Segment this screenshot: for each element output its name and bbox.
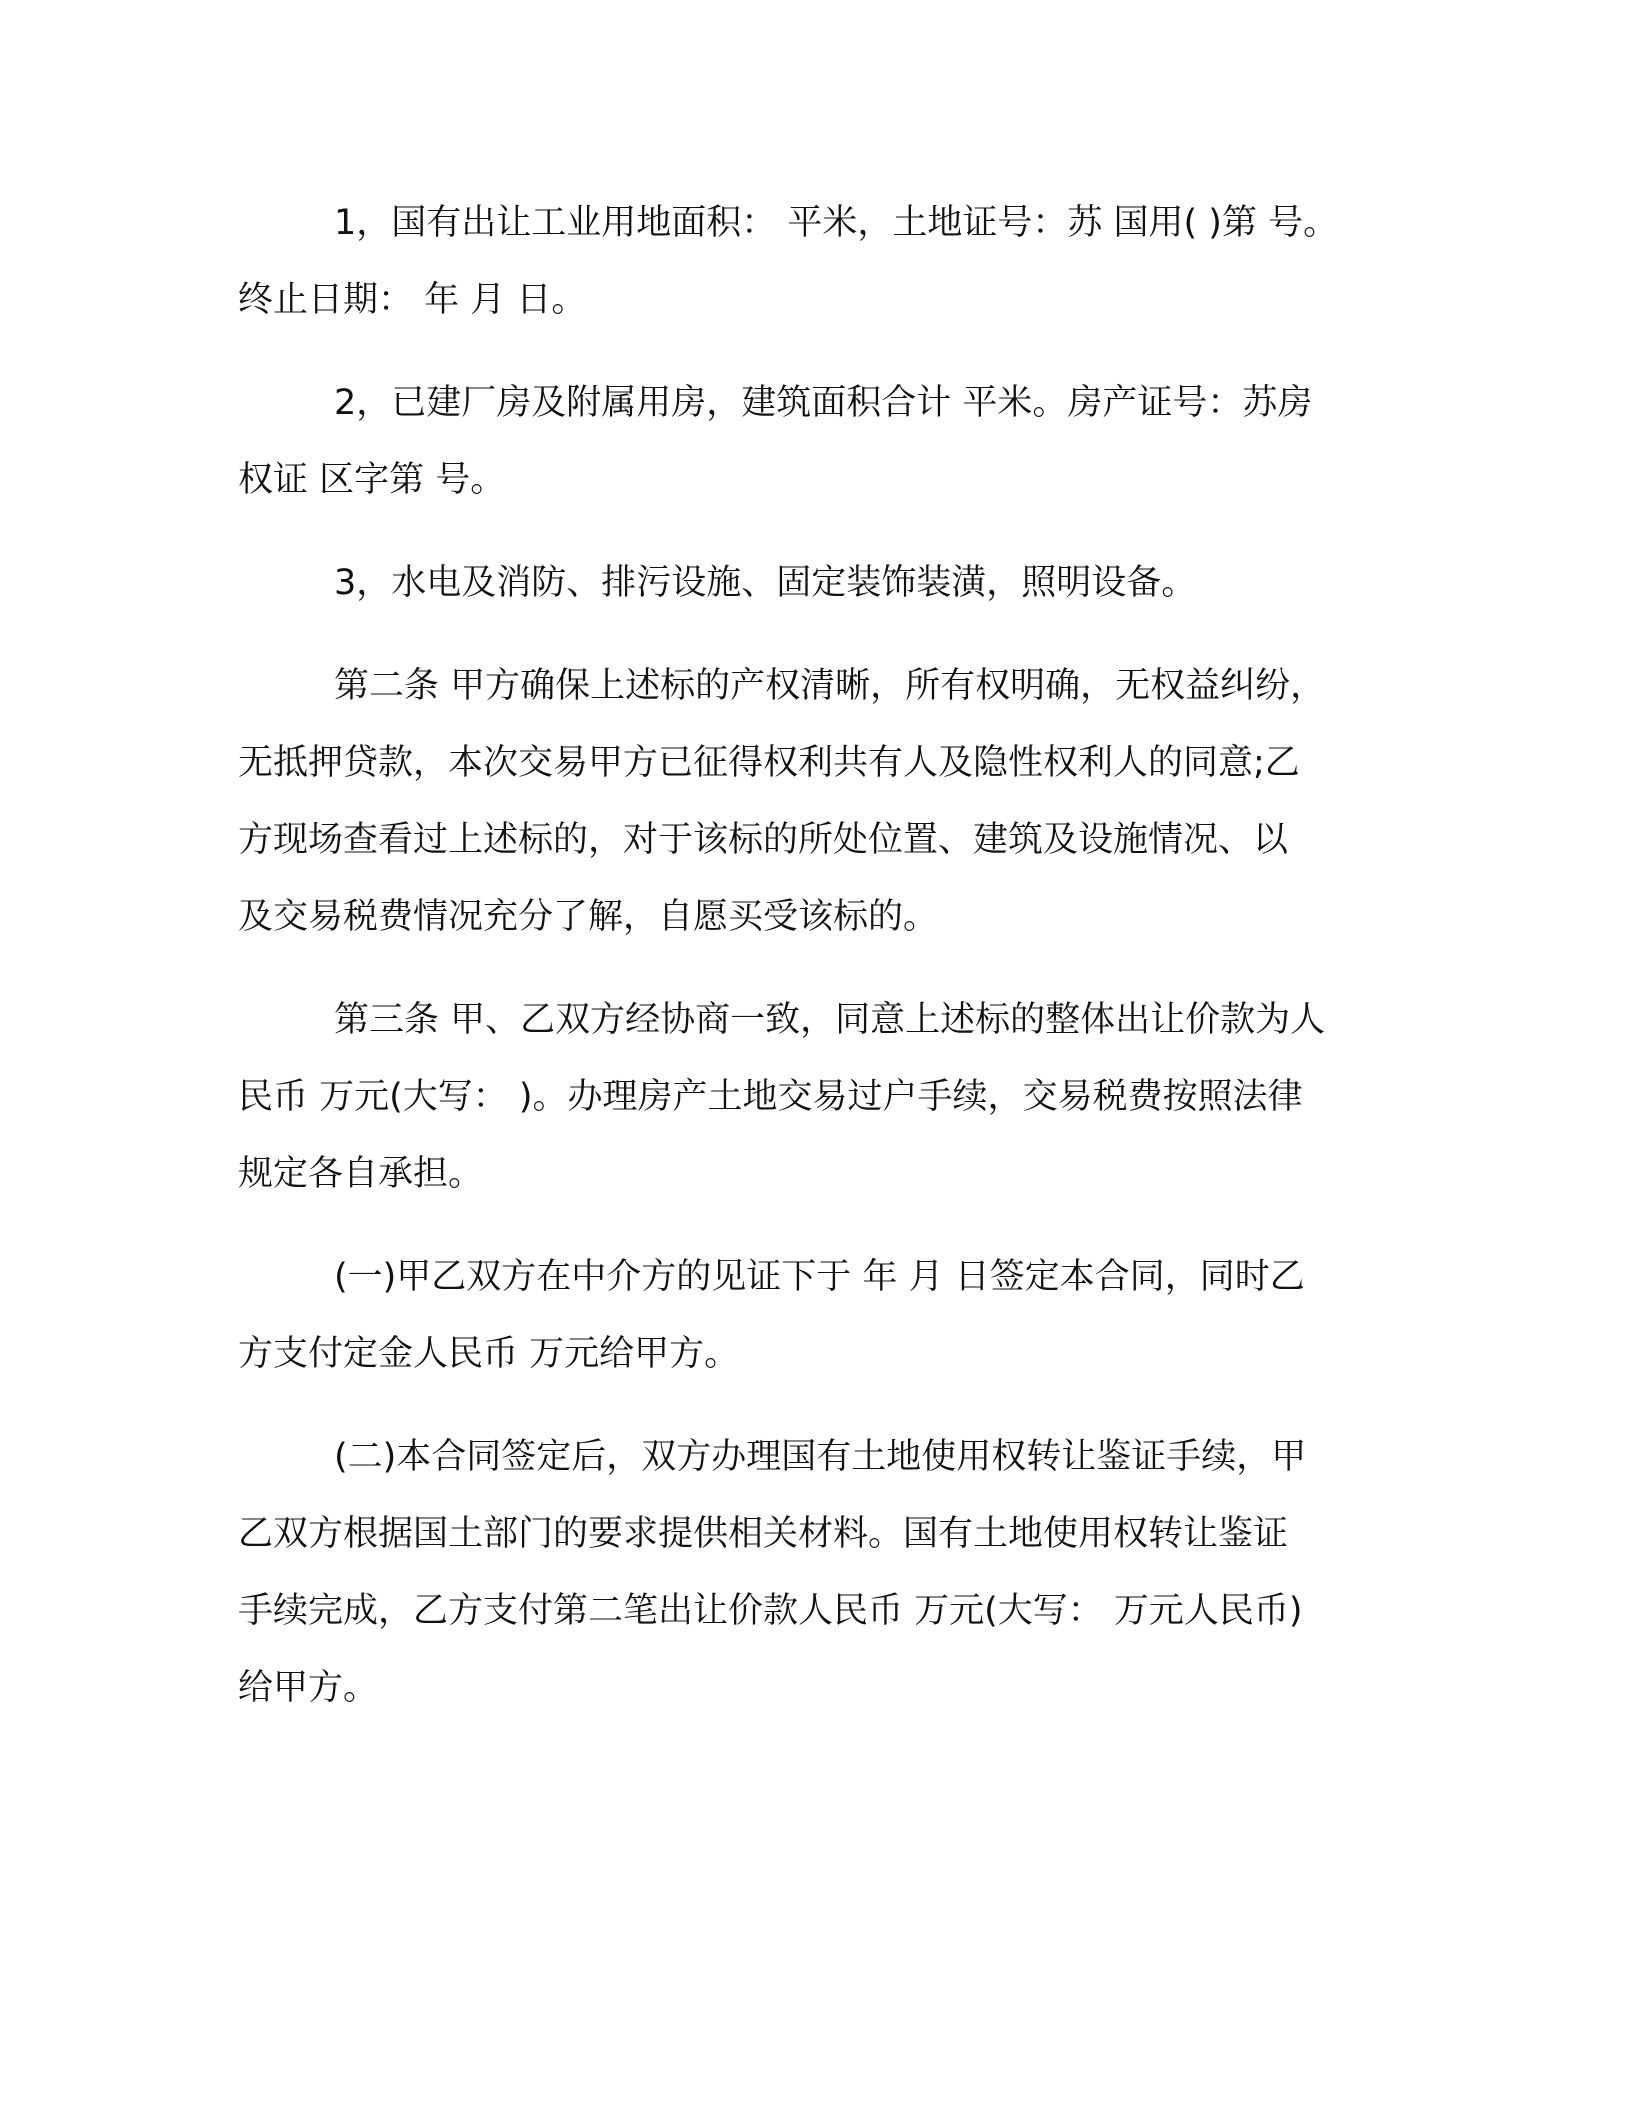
text-line: (二)本合同签定后，双方办理国有土地使用权转让鉴证手续，甲: [334, 1437, 1307, 1477]
text-line: 乙双方根据国土部门的要求提供相关材料。国有土地使用权转让鉴证: [238, 1514, 1289, 1554]
text-line: 2，已建厂房及附属用房，建筑面积合计 平米。房产证号：苏房: [334, 383, 1313, 423]
text-line: 1，国有出让工业用地面积： 平米，土地证号：苏 国用( )第 号。: [334, 203, 1339, 243]
text-line: 方支付定金人民币 万元给甲方。: [238, 1334, 740, 1374]
paragraph-article-three: [238, 982, 1388, 1213]
paragraph-building-area: [238, 365, 1388, 519]
text-line: 3，水电及消防、排污设施、固定装饰装潢，照明设备。: [334, 563, 1197, 603]
paragraph-clause-one: [238, 1239, 1388, 1393]
text-line: 及交易税费情况充分了解，自愿买受该标的。: [238, 897, 939, 937]
text-line: (一)甲乙双方在中介方的见证下于 年 月 日签定本合同，同时乙: [334, 1257, 1305, 1297]
text-line: 规定各自承担。: [238, 1154, 484, 1194]
text-line: 给甲方。: [238, 1668, 379, 1708]
text-line: 民币 万元(大写： )。办理房产土地交易过户手续，交易税费按照法律: [238, 1077, 1303, 1117]
paragraph-article-two: [238, 648, 1388, 956]
text-line: 第三条 甲、乙双方经协商一致，同意上述标的整体出让价款为人: [334, 1000, 1326, 1040]
text-line: 无抵押贷款，本次交易甲方已征得权利共有人及隐性权利人的同意;乙: [238, 743, 1300, 783]
paragraph-clause-two: [238, 1419, 1388, 1727]
text-line: 权证 区字第 号。: [238, 460, 506, 500]
text-line: 方现场查看过上述标的，对于该标的所处位置、建筑及设施情况、以: [238, 820, 1289, 860]
text-line: 第二条 甲方确保上述标的产权清晰，所有权明确，无权益纠纷，: [334, 666, 1326, 706]
text-line: 手续完成，乙方支付第二笔出让价款人民币 万元(大写： 万元人民币): [238, 1591, 1303, 1631]
paragraph-land-area: [238, 185, 1388, 339]
text-line: 终止日期： 年 月 日。: [238, 280, 587, 320]
document-body: [238, 185, 1388, 1753]
paragraph-facilities: [238, 545, 1388, 622]
